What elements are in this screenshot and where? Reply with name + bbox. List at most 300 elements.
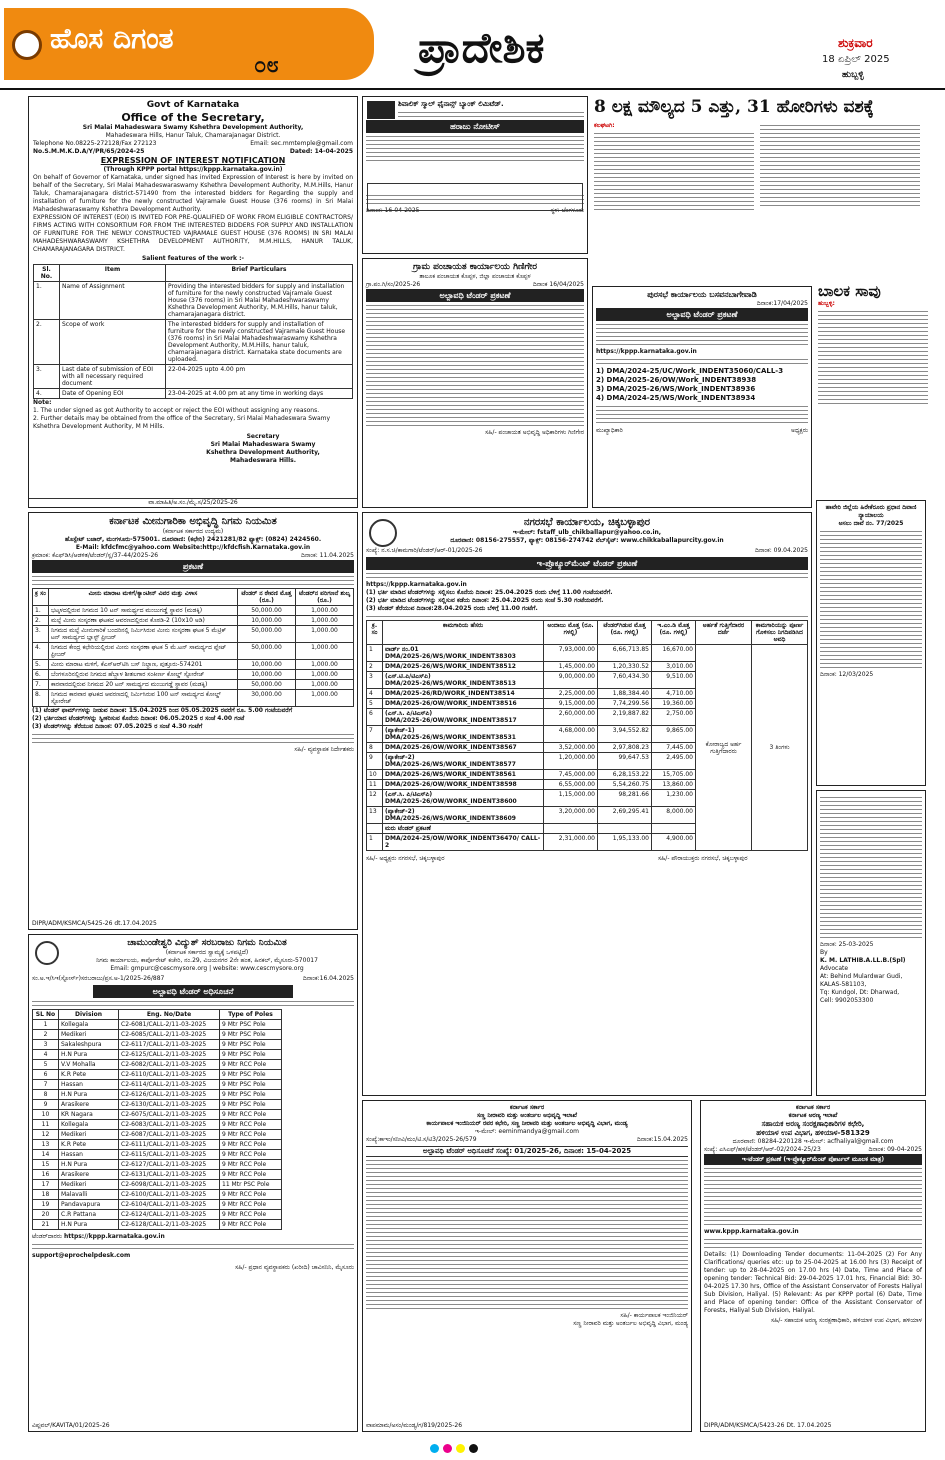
- ad1-para1: On behalf of Governor of Karnataka, under signed has invited Expression of Interest is here by invited on behalf of the Secretary, Sri Malai Mahadeswaraswamy Kshethra Development Authority, M.M.Hills, Hanur Taluk, Chamarajanagara district-571490 from the interested bidders for Regarding the supply and installation of furniture for the newly constructed Vajramale Guest House (376 rooms) in Sri Malai Mahadeshwaraswamy Kshethra Development Authority.: [33, 174, 353, 213]
- table-cell: 1,88,384.40: [598, 689, 652, 699]
- table-cell: 9,510.00: [652, 672, 696, 689]
- table-row: [33, 1140, 282, 1150]
- table-cell: C2-6111/CALL-2/11-03-2025: [119, 1140, 220, 1150]
- table-cell: 14: [33, 1150, 59, 1160]
- table-cell: Kollegala: [59, 1020, 119, 1030]
- ad1-signatory-line: Kshethra Development Authority,: [206, 449, 320, 456]
- table-cell: 5,54,260.75: [598, 780, 652, 790]
- ad5-heading: ಪ್ರಕಟಣೆ: [32, 560, 354, 573]
- table-cell: Malavalli: [59, 1190, 119, 1200]
- table-row: [33, 1160, 282, 1170]
- ad10-title: ಹಾವೇರಿ ಜಿಲ್ಲೆಯ ಹಿರೇಕೆರೂರು ಪ್ರಧಾನ ದಿವಾಣಿ ನ್ಯಾಯಾಲಯ: [825, 504, 917, 519]
- ad3-ref-no: ಗ್ರಾ.ಪಂ.ಗಿ/ಸಂ/2025-26: [366, 281, 421, 288]
- table-cell: 9 Mtr RCC Pole: [220, 1140, 282, 1150]
- table-cell: 4,68,000.00: [544, 726, 598, 743]
- fisheries-corp-ad: [28, 512, 358, 930]
- ad11-line: Advocate: [820, 965, 849, 972]
- ad9-heading: ಇ-ಟೆಂಡರ್ ಪ್ರಕಟಣೆ (ಇ-ಪ್ರೊಕ್ಯೂರ್‌ಮೆಂಟ್ ಪೋರ್ಟಲ್ ಮೂಲಕ ಮಾತ್ರ): [704, 1154, 922, 1165]
- table-cell: C2-6124/CALL-2/11-03-2025: [119, 1210, 220, 1220]
- table-cell: Pandavapura: [59, 1200, 119, 1210]
- table-cell: Name of Assignment: [60, 282, 166, 320]
- table-cell: 15,705.00: [652, 770, 696, 780]
- ad2-date: ದಿನಾಂಕ: 16-04-2025: [366, 207, 420, 214]
- ad6-url: https://kppp.karnataka.gov.in: [366, 581, 467, 588]
- table-cell: 6,28,153.22: [598, 770, 652, 780]
- table-row: [33, 690, 354, 707]
- table-cell: 1,20,330.52: [598, 662, 652, 672]
- table-cell: ಮಲ್ಪೆ ಮೀನು ಸಂಸ್ಕರಣಾ ಘಟಕದ ಆವರಣದಲ್ಲಿರುವ ಕೊಠಡಿ-2 (10x10 ಅಡಿ): [49, 616, 238, 626]
- table-cell: 22-04-2025 upto 4.00 pm: [166, 365, 353, 389]
- ad1-title: EXPRESSION OF INTEREST NOTIFICATION: [100, 156, 286, 165]
- table-cell: Sakaleshpura: [59, 1040, 119, 1050]
- ad9-dept: ಕರ್ನಾಟಕ ಅರಣ್ಯ ಇಲಾಖೆ: [788, 1112, 838, 1119]
- ad5-note1: (1) ಟೆಂಡರ್ ಫಾರ್ಮ್‌ಗಳನ್ನು ನೀಡುವ ದಿನಾಂಕ: 15.04.2025 ರಿಂದ 05.05.2025 ರವರೆಗೆ ರೂ. 5.00 ಗಂಟೆಯವರೆಗೆ: [32, 707, 293, 714]
- ad2-table: [367, 183, 583, 211]
- ad8-body: [366, 1160, 688, 1309]
- ad1-signatory-line: Sri Malai Mahadeswara Swamy: [210, 441, 316, 448]
- table-cell: 9 Mtr PSC Pole: [220, 1080, 282, 1090]
- bank-logo-icon: [367, 101, 395, 119]
- table-cell: 50,000.00: [238, 606, 296, 616]
- ad5-address: ಹೊಸ್ಪೇಟ್ ಬಜಾರ್, ಮಂಗಳೂರು-575001. ದೂರವಾಣಿ: (ಕಛೇರಿ) 2421281/82 ಫ್ಯಾಕ್ಸ್: (0824) 2424560.: [64, 536, 322, 543]
- table-cell: 4: [367, 689, 383, 699]
- table-header: Brief Particulars: [166, 265, 353, 282]
- table-cell: 16,670.00: [652, 645, 696, 662]
- table-cell: (ಪ್ಯಾಕೇಜ್-1) DMA/2025-26/WS/WORK_INDENT38531: [383, 726, 544, 743]
- ad7-address: ನಿಗಮ ಕಾರ್ಯಾಲಯ, ಕಾರ್ಪೊರೇಟ್ ಕಚೇರಿ, ನಂ.29, ವಿಜಯನಗರ 2ನೇ ಹಂತ, ಹಿನಕಲ್, ಮೈಸೂರು-570017: [96, 957, 318, 964]
- table-cell: 1: [367, 645, 383, 662]
- ad8-footer: ವಾಪಮಾಮ/ಅಸಂ/ಮಂಡ್ಯ/ಗ/819/2025-26: [366, 1422, 463, 1429]
- ad11-line: Tq: Kundgol, Dt: Dharwad,: [820, 989, 900, 996]
- table-cell: 6,55,000.00: [544, 780, 598, 790]
- table-cell: 2,97,808.23: [598, 743, 652, 753]
- table-cell: 23-04-2025 at 4.00 pm at any time in working days: [166, 389, 353, 399]
- table-cell: The interested bidders for supply and installation of furniture for the newly constructed Vajramale Guest House (376 rooms) in Sri Malai Mahadeshwaraswamy Kshethra Development Authority, M.M.Hills, hanur taluk, chamarajanagara district. Karnataka state documents are uploaded.: [166, 320, 353, 365]
- logo-emblem-icon: [12, 30, 42, 60]
- ad6-email: ಇ-ಮೇಲ್: fstaff_ulb_chikballapur@yahoo.co.in,: [512, 529, 662, 536]
- table-cell: 9 Mtr PSC Pole: [220, 1040, 282, 1050]
- ad7-signature: ಸಹಿ/- ಪ್ರಧಾನ ವ್ಯವಸ್ಥಾಪಕರು (ಖರೀದಿ) ಚಾವಿಸನಿನಿ, ಮೈಸೂರು: [235, 1264, 354, 1271]
- ad6-ref-no: ಸಂಖ್ಯೆ: ನ.ಸ.ಚಿ/ಕಾಮಗಾರಿ/ಟೆಂಡರ್/ಆರ್-01/2025-26: [366, 547, 483, 554]
- table-cell: Hassan: [59, 1080, 119, 1090]
- table-header: ಕಾಮಗಾರಿಯ ಹೆಸರು: [383, 621, 544, 645]
- table-cell: 6,66,713.85: [598, 645, 652, 662]
- table-cell: 3.: [34, 365, 60, 389]
- table-cell: 1: [33, 1020, 59, 1030]
- table-cell: ಭಟ್ಕಳದಲ್ಲಿರುವ ನಿಗಮದ 10 ಟನ್ ಸಾಮರ್ಥ್ಯದ ಮಂಜುಗಡ್ಡೆ ಸ್ಥಾವರ (ಮಡಕ್ಕಿ): [49, 606, 238, 616]
- table-cell: (ಎಸ್.ಸಿ. ಪಿ/ಟಿಎಸ್‌ಪಿ) DMA/2025-26/OW/WORK_INDENT38600: [383, 790, 544, 807]
- table-cell: 9 Mtr RCC Pole: [220, 1200, 282, 1210]
- table-cell: 12: [33, 1130, 59, 1140]
- ad3-signature: ಸಹಿ/- ಪಂಚಾಯತ ಅಭಿವೃದ್ಧಿ ಅಧಿಕಾರಿಗಳು ಗಿಣಿಗೇರ: [485, 429, 584, 436]
- table-cell: 19: [33, 1200, 59, 1210]
- table-cell: 3: [367, 672, 383, 689]
- table-cell: 1,000.00: [296, 680, 354, 690]
- table-cell: ನಿಗಮದ ಕಾರವಾರ ಘಟಕದ ಆವರಣದಲ್ಲಿ ನಿರ್ಮಿಸಿರುವ 100 ಟನ್ ಸಾಮರ್ಥ್ಯದ ಕೋಲ್ಡ್ ಸ್ಟೋರೇಜ್: [49, 690, 238, 707]
- table-cell: 2.: [33, 616, 49, 626]
- ad5-footer: DIPR/ADM/KSMCA/5425-26 dt.17.04.2025: [32, 920, 157, 927]
- news-story: [594, 96, 926, 280]
- ad9-body: [704, 1168, 922, 1225]
- table-row: [33, 1110, 282, 1120]
- table-cell: 9,00,000.00: [544, 672, 598, 689]
- ad1-note-label: Note:: [33, 399, 52, 406]
- table-row: [33, 1050, 282, 1060]
- ad8-dept: ಸಣ್ಣ ನೀರಾವರಿ ಮತ್ತು ಅಂತರ್ಜಲ ಅಭಿವೃದ್ಧಿ ಇಲಾಖೆ: [476, 1112, 578, 1119]
- table-cell: C2-6131/CALL-2/11-03-2025: [119, 1170, 220, 1180]
- table-cell: ನಿಗಮದ ಕೇಂದ್ರ ಕಛೇರಿಯಲ್ಲಿರುವ ಮೀನು ಸಂಸ್ಕರಣಾ ಘಟಕ 5 ಮೆ.ಟನ್ ಸಾಮರ್ಥ್ಯದ ಪ್ಲೇಟ್ ಫ್ರೀಜರ್: [49, 643, 238, 660]
- section-title: ಪ್ರಾದೇಶಿಕ: [418, 23, 545, 72]
- table-cell: C2-6104/CALL-2/11-03-2025: [119, 1200, 220, 1210]
- table-cell: 3.: [33, 626, 49, 643]
- ad8-govt: ಕರ್ನಾಟಕ ಸರ್ಕಾರ: [509, 1104, 545, 1111]
- table-cell: 19,360.00: [652, 699, 696, 709]
- ad6-title: ನಗರಸಭೆ ಕಾರ್ಯಾಲಯ, ಚಿಕ್ಕಬಳ್ಳಾಪುರ: [523, 517, 651, 528]
- table-cell: 1.: [34, 282, 60, 320]
- table-cell: 7: [367, 726, 383, 743]
- ad10-date: ದಿನಾಂಕ: 12/03/2025: [820, 671, 874, 678]
- table-cell: 8,000.00: [652, 807, 696, 824]
- ad4-url: https://kppp.karnataka.gov.in: [596, 348, 697, 355]
- table-row: [33, 1090, 282, 1100]
- ad7-date: ದಿನಾಂಕ:16.04.2025: [302, 975, 354, 982]
- table-header: ಕ್ರ. ಸಂ: [367, 621, 383, 645]
- ad6-heading: ಇ-ಪ್ರೊಕ್ಯೂರ್‌ಮೆಂಟ್ ಟೆಂಡರ್ ಪ್ರಕಟಣೆ: [366, 557, 808, 570]
- masthead-rule: [0, 88, 945, 90]
- table-header: ಟೆಂಡರ್‌ನ ಪರಿಗಣನೆ ಶುಲ್ಕ (ರೂ.): [296, 589, 354, 606]
- ad11-advocate-name: K. M. LATHIB.A.LL.B.(Spl): [820, 957, 906, 964]
- story2-text: [818, 311, 928, 404]
- ad6-phone: ದೂರವಾಣಿ: 08156-275557, ಫ್ಯಾಕ್ಸ್: 08156-274742 ವೆಬ್‌ಸೈಟ್: www.chikkaballapurcity.gov.in: [450, 537, 724, 544]
- ad1-subtitle: (Through KPPP portal https://kppp.karnataka.gov.in): [103, 166, 283, 173]
- ad4-item: 4) DMA/2024-25/WS/Work_INDENT38934: [596, 394, 756, 402]
- ad9-govt: ಕರ್ನಾಟಕ ಸರ್ಕಾರ: [795, 1104, 831, 1111]
- ad7-title: ಚಾಮುಂಡೇಶ್ವರಿ ವಿದ್ಯುತ್ ಸರಬರಾಜು ನಿಗಮ ನಿಯಮಿತ: [127, 938, 287, 948]
- ad3-date: ದಿನಾಂಕ 16/04/2025: [532, 281, 584, 288]
- table-cell: H.N Pura: [59, 1220, 119, 1230]
- table-cell: 2,19,887.82: [598, 709, 652, 726]
- table-row: [33, 643, 354, 660]
- ad6-date-line: (3) ಟೆಂಡರ್ ತೆರೆಯುವ ದಿನಾಂಕ:28.04.2025 ರಂದು ಬೆಳಿಗ್ಗೆ 11.00 ಗಂಟೆಗೆ.: [366, 605, 538, 612]
- table-cell: 9 Mtr RCC Pole: [220, 1160, 282, 1170]
- table-header: SL No: [33, 1010, 59, 1020]
- table-row: [33, 1190, 282, 1200]
- table-header: ಟೆಂಡರ್‌ಗಿಡುವ ಮೊತ್ತ (ರೂ. ಗಳಲ್ಲಿ): [598, 621, 652, 645]
- table-cell: Scope of work: [60, 320, 166, 365]
- table-row: [33, 1100, 282, 1110]
- table-cell: DMA/2025-26/OW/WORK_INDENT38598: [383, 780, 544, 790]
- table-cell: 98,281.66: [598, 790, 652, 807]
- cesc-logo-icon: [35, 941, 59, 965]
- ad9-footer: DIPR/ADM/KSMCA/5423-26 Dt. 17.04.2025: [704, 1422, 832, 1429]
- table-row: [33, 1170, 282, 1180]
- table-cell: 7.: [33, 680, 49, 690]
- table-cell: K.R Pete: [59, 1070, 119, 1080]
- table-cell: 50,000.00: [238, 680, 296, 690]
- table-cell: 7,60,434.30: [598, 672, 652, 689]
- logo-text: ಹೊಸ ದಿಗಂತ: [50, 22, 174, 55]
- advocate-notice-ad: [816, 790, 926, 1096]
- ad2-title: ಹರಾಜು ನೋಟೀಸ್: [366, 120, 584, 133]
- table-cell: 3,010.00: [652, 662, 696, 672]
- ad4-heading: ಅಲ್ಪಾವಧಿ ಟೆಂಡರ್ ಪ್ರಕಟಣೆ: [596, 308, 808, 321]
- table-cell: C2-6098/CALL-2/11-03-2025: [119, 1180, 220, 1190]
- ad8-heading: ಅಲ್ಪಾವಧಿ ಟೆಂಡರ್ ಅಧಿಸೂಚನೆ ಸಂಖ್ಯೆ: 01/2025-26, ದಿನಾಂಕ: 15-04-2025: [366, 1146, 688, 1157]
- table-cell: Providing the interested bidders for supply and installation of furniture for the newly constructed Vajramale Guest House (376 rooms) in Sri Malai Mahadeshwaraswamy Kshethra Development Authority, M.M.Hills, hanur taluk, chamarajanagara district.: [166, 282, 353, 320]
- ad6-table: [366, 620, 808, 851]
- table-cell: 10,000.00: [238, 670, 296, 680]
- ad11-line: Cell: 9902053300: [820, 997, 874, 1004]
- ad1-features-heading: Salient features of the work :-: [141, 255, 245, 262]
- ad9-phone: ದೂರವಾಣಿ: 08284-220128 ಇ-ಮೇಲ್: acfhaliyal@gmail.com: [732, 1138, 894, 1145]
- table-cell: K.R Pete: [59, 1140, 119, 1150]
- table-cell: 3,94,552.82: [598, 726, 652, 743]
- table-cell: 9 Mtr PSC Pole: [220, 1050, 282, 1060]
- table-cell: 9 Mtr RCC Pole: [220, 1060, 282, 1070]
- table-cell: C2-6110/CALL-2/11-03-2025: [119, 1070, 220, 1080]
- ad9-details: Details: (1) Downloading Tender documents: 11-04-2025 (2) For Any Clarifications/ queries etc: up to 25-04-2025 at 16.00 hrs (3) Receipt of tender: up to 28-04-2025 on 17.00 hrs (4) Date, Time and Place of opening tender: Technical Bid: 29-04-2025 17.01 hrs, Financial Bid: 30-04-2025 17.30 hrs, Office of the Assistant Conservator of Forests Haliyal Sub Division, Haliyal. (5) Relevant: As per KPPP portal (6) Date, Time and Place of opening tender: Office of the Assistant Conservator of Forests, Haliyal Sub Division, Haliyal.: [704, 1251, 922, 1314]
- story-text: [594, 133, 754, 210]
- table-cell: 13,860.00: [652, 780, 696, 790]
- ad8-office: ಕಾರ್ಯಪಾಲಕ ಇಂಜಿನಿಯರ್ ರವರ ಕಛೇರಿ, ಸಣ್ಣ ನೀರಾವರಿ ಮತ್ತು ಅಂತರ್ಜಲ ಅಭಿವೃದ್ಧಿ ವಿಭಾಗ, ಮಂಡ್ಯ: [426, 1120, 628, 1127]
- story-text-col2: [760, 125, 920, 206]
- table-cell: 9 Mtr RCC Pole: [220, 1120, 282, 1130]
- table-row: [33, 1220, 282, 1230]
- table-row: [33, 1070, 282, 1080]
- table-cell: ಕೋರಾಜ್ಯದ ಅರ್ಹ ಗುತ್ತಿಗೆದಾರರು: [696, 645, 752, 851]
- table-cell: 1,20,000.00: [544, 753, 598, 770]
- table-cell: C2-6128/CALL-2/11-03-2025: [119, 1220, 220, 1230]
- ad8-signature-office: ಸಣ್ಣ ನೀರಾವರಿ ಮತ್ತು ಅಂತರ್ಜಲ ಅಭಿವೃದ್ಧಿ ವಿಭಾಗ, ಮಂಡ್ಯ: [573, 1320, 688, 1327]
- table-row: [33, 680, 354, 690]
- ad1-telephone: Telephone No.08225-272128/Fax 272123: [33, 140, 157, 147]
- table-cell: [367, 824, 383, 834]
- table-cell: 1,000.00: [296, 606, 354, 616]
- table-header: ಇ.ಎಂ.ಡಿ ಮೊತ್ತ (ರೂ. ಗಳಲ್ಲಿ): [652, 621, 696, 645]
- logo-banner: [4, 8, 374, 80]
- table-cell: ಕಾರವಾರದಲ್ಲಿರುವ ನಿಗಮದ 20 ಟನ್ ಸಾಮರ್ಥ್ಯದ ಮಂಜುಗಡ್ಡೆ ಸ್ಥಾವರ (ಮಡಕ್ಕಿ): [49, 680, 238, 690]
- ad8-signature: ಸಹಿ/- ಕಾರ್ಯಪಾಲಕ ಇಂಜಿನಿಯರ್: [620, 1312, 688, 1319]
- table-cell: Arasikere: [59, 1170, 119, 1180]
- table-cell: 50,000.00: [238, 643, 296, 660]
- table-row: [367, 645, 808, 662]
- ad10-body: [820, 531, 922, 668]
- table-cell: 7,74,299.56: [598, 699, 652, 709]
- table-cell: KR Nagara: [59, 1110, 119, 1120]
- ad6-date-line: (1) ಭರ್ತಿ ಮಾಡಿದ ಟೆಂಡರ್‌ಗಳನ್ನು ಸಲ್ಲಿಸಲು ಕೊನೆಯ ದಿನಾಂಕ: 25.04.2025 ರಂದು ಬೆಳಿಗ್ಗೆ 11.00 ಗಂಟೆಯವರೆಗೆ.: [366, 589, 613, 596]
- table-cell: 6: [33, 1070, 59, 1080]
- table-row: [34, 282, 353, 320]
- table-cell: 1,000.00: [296, 616, 354, 626]
- table-cell: 3 ತಿಂಗಳು: [752, 645, 808, 851]
- table-row: [33, 1150, 282, 1160]
- table-cell: 5.: [33, 660, 49, 670]
- court-notice-ad: [816, 500, 926, 786]
- ad9-ref-no: ಸಂಖ್ಯೆ: ಎಸಿಎಫ್/ಹಳಿ/ಟೆಂಡರ್/ಆರ್-02/2024-25/23: [704, 1146, 821, 1153]
- table-cell: 9 Mtr PSC Pole: [220, 1020, 282, 1030]
- table-cell: Last date of submission of EOI with all necessary required document: [60, 365, 166, 389]
- table-cell: 1,15,000.00: [544, 790, 598, 807]
- table-cell: 10,000.00: [238, 660, 296, 670]
- table-cell: Medikeri: [59, 1180, 119, 1190]
- table-cell: 2,60,000.00: [544, 709, 598, 726]
- table-cell: DMA/2025-26/RD/WORK_INDENT38514: [383, 689, 544, 699]
- table-row: [33, 1080, 282, 1090]
- ad4-signatory-1: ಮುಖ್ಯಾಧಿಕಾರಿ: [596, 427, 623, 434]
- ad5-subtitle: (ಕರ್ನಾಟಕ ಸರ್ಕಾರದ ಉದ್ಯಮ): [162, 528, 224, 535]
- issue-city: ಹುಬ್ಬಳ್ಳಿ: [842, 70, 864, 80]
- ad3-title: ಗ್ರಾಮ ಪಂಚಾಯತ ಕಾರ್ಯಾಲಯ ಗಿಣಿಗೇರ: [413, 262, 537, 272]
- ad3-heading: ಅಲ್ಪಾವಧಿ ಟೆಂಡರ್ ಪ್ರಕಟಣೆ: [366, 289, 584, 302]
- table-cell: 13: [367, 807, 383, 824]
- table-cell: ಬೆಂಗಳೂರಿನಲ್ಲಿರುವ ನಿಗಮದ ಹೆಬ್ಬಾಳ ಶೀತಲಗಾರ ಸಂಕೀರ್ಣ ಕೋಲ್ಡ್ ಸ್ಟೋರೇಜ್: [49, 670, 238, 680]
- table-cell: 1,000.00: [296, 626, 354, 643]
- table-cell: 9: [33, 1100, 59, 1110]
- table-cell: 3,52,000.00: [544, 743, 598, 753]
- table-cell: 6.: [33, 670, 49, 680]
- table-cell: 11: [33, 1120, 59, 1130]
- table-cell: 15: [33, 1160, 59, 1170]
- table-cell: 4,710.00: [652, 689, 696, 699]
- story-dateline: ಕಲಘಟಗಿ:: [594, 122, 615, 129]
- table-cell: 8.: [33, 690, 49, 707]
- table-cell: 4.: [34, 389, 60, 399]
- table-header: ಅರ್ಹತೆ ಗುತ್ತಿಗೆದಾರರ ದರ್ಜೆ: [696, 621, 752, 645]
- table-cell: 9,865.00: [652, 726, 696, 743]
- ad10-case-no: ಅಸಲು ದಾವೆ ನಂ. 77/2025: [838, 520, 904, 527]
- ad4-title: ಪುರಸಭೆ ಕಾರ್ಯಾಲಯ ಬಸವನಬಾಗೇವಾಡಿ: [647, 290, 757, 299]
- table-cell: 2,495.00: [652, 753, 696, 770]
- ad7-table: [32, 1009, 282, 1230]
- table-cell: 9: [367, 753, 383, 770]
- table-row: [33, 1030, 282, 1040]
- table-cell: 2.: [34, 320, 60, 365]
- table-cell: H.N Pura: [59, 1160, 119, 1170]
- table-header: Type of Poles: [220, 1010, 282, 1020]
- ad8-ref-no: ಸಂಖ್ಯೆ:ಕಾಇಂ/ಸನೀವಿ/ಮಂ/ಟಿ.ಸ/ಟಿ3/2025-26/579: [366, 1136, 477, 1143]
- ad9-division: ಹಳಿಯಾಳ ಉಪ ವಿಭಾಗ, ಹಳಿಯಾಳ-581329: [756, 1129, 870, 1137]
- ad4-item: 2) DMA/2025-26/OW/Work_INDENT38938: [596, 376, 757, 384]
- table-cell: 1,000.00: [296, 690, 354, 707]
- news-story-2: [818, 282, 928, 482]
- table-cell: Hassan: [59, 1150, 119, 1160]
- ad1-govt: Govt of Karnataka: [146, 100, 240, 110]
- table-row: [33, 1180, 282, 1190]
- story-headline: 8 ಲಕ್ಷ ಮೌಲ್ಯದ 5 ಎತ್ತು, 31 ಹೋರಿಗಳು ವಶಕ್ಕೆ: [594, 97, 874, 117]
- table-cell: 9 Mtr PSC Pole: [220, 1070, 282, 1080]
- table-cell: 9 Mtr RCC Pole: [220, 1170, 282, 1180]
- ad11-line: At: Behind Mulardwar Gudi,: [820, 973, 903, 980]
- table-row: [33, 670, 354, 680]
- table-cell: 2: [33, 1030, 59, 1040]
- table-header: ಕಾಮಗಾರಿಯನ್ನು ಪೂರ್ಣ ಗೊಳಿಸಲು ನಿಗದಿಪಡಿಸಿದ ಅವಧಿ: [752, 621, 808, 645]
- table-cell: Kollegala: [59, 1120, 119, 1130]
- ad5-table: [32, 588, 354, 707]
- ad8-date: ದಿನಾಂಕ:15.04.2025: [636, 1136, 688, 1143]
- ad1-email: Email: sec.mmtemple@gmail.com: [250, 140, 353, 147]
- table-cell: 1,230.00: [652, 790, 696, 807]
- table-cell: C.R Pattana: [59, 1210, 119, 1220]
- table-cell: 5: [33, 1060, 59, 1070]
- ad2-bank-name: ಶಿವಾಲಿಕ್ ಸ್ಮಾಲ್ ಫೈನಾನ್ಸ್ ಬ್ಯಾಂಕ್ ಲಿಮಿಟೆಡ್.: [398, 100, 504, 108]
- ad9-signature: ಸಹಿ/- ಸಹಾಯಕ ಅರಣ್ಯ ಸಂರಕ್ಷಣಾಧಿಕಾರಿ, ಹಳಿಯಾಳ ಉಪ ವಿಭಾಗ, ಹಳಿಯಾಳ: [770, 1317, 922, 1324]
- table-cell: C2-6125/CALL-2/11-03-2025: [119, 1050, 220, 1060]
- table-row: [33, 1200, 282, 1210]
- ad1-authority: Sri Malai Mahadeswara Swamy Kshethra Development Authority,: [82, 124, 304, 131]
- table-cell: 13: [33, 1140, 59, 1150]
- ad4-signatory-2: ಅಧ್ಯಕ್ಷರು: [791, 427, 808, 434]
- ad1-office: Office of the Secretary,: [121, 111, 265, 124]
- table-cell: 3: [33, 1040, 59, 1050]
- page-number: ೦೮: [254, 53, 279, 78]
- table-cell: C2-6085/CALL-2/11-03-2025: [119, 1030, 220, 1040]
- ad11-body: [820, 797, 922, 938]
- table-cell: [598, 824, 652, 834]
- table-cell: 2,69,295.41: [598, 807, 652, 824]
- ad6-date-line: (2) ಭರ್ತಿ ಮಾಡಿದ ಟೆಂಡರ್‌ಗಳನ್ನು ಸಲ್ಲಿಸುವ ಕಡೆಯ ದಿನಾಂಕ: 25.04.2025 ರಂದು ಸಂಜೆ 5.30 ಗಂಟೆಯವರೆಗೆ.: [366, 597, 604, 604]
- table-cell: (ಪ್ಯಾಕೇಜ್-2) DMA/2025-26/WS/WORK_INDENT38609: [383, 807, 544, 824]
- table-header: ಟೆಂಡರ್ ನ ಠೇವಣಿ ಮೊತ್ತ (ರೂ.): [238, 589, 296, 606]
- table-cell: (ಎಸ್.ಸಿ. ಪಿ/ಟಿಎಸ್‌ಪಿ) DMA/2025-26/OW/WORK_INDENT38517: [383, 709, 544, 726]
- table-cell: 12: [367, 790, 383, 807]
- table-cell: C2-6087/CALL-2/11-03-2025: [119, 1130, 220, 1140]
- table-cell: 9 Mtr RCC Pole: [220, 1130, 282, 1140]
- table-cell: 1,000.00: [296, 643, 354, 660]
- minor-irrigation-ad: [362, 1100, 692, 1432]
- table-cell: 5: [367, 699, 383, 709]
- table-cell: 21: [33, 1220, 59, 1230]
- table-cell: 4: [33, 1050, 59, 1060]
- table-cell: 2,750.00: [652, 709, 696, 726]
- table-cell: (ಪ್ಯಾಕೇಜ್-2) DMA/2025-26/WS/WORK_INDENT38577: [383, 753, 544, 770]
- table-cell: Medikeri: [59, 1130, 119, 1140]
- city-municipal-council-ad: [362, 512, 812, 1096]
- table-cell: 18: [33, 1190, 59, 1200]
- table-cell: 20: [33, 1210, 59, 1220]
- ad2-place: ಸ್ಥಳ: ಬೆಂಗಳೂರು: [550, 207, 584, 214]
- ad4-item: 1) DMA/2024-25/UC/Work_INDENT35060/CALL-3: [596, 367, 784, 375]
- table-cell: 99,647.53: [598, 753, 652, 770]
- table-cell: C2-6115/CALL-2/11-03-2025: [119, 1150, 220, 1160]
- table-cell: 50,000.00: [238, 626, 296, 643]
- cesc-tender-ad: ಚಾಮುಂಡೇಶ್ವರಿ ವಿದ್ಯುತ್ ಸರಬರಾಜು ನಿಗಮ ನಿಯಮಿತ (ಕರ್ನಾಟಕ ಸರ್ಕಾರದ ಸ್ವಾಮ್ಯಕ್ಕೆ ಒಳಪಟ್ಟಿದೆ) ನಿಗಮ ಕಾರ್ಯಾಲಯ, ಕಾರ್ಪೊರೇಟ್ ಕಚೇರಿ, ನಂ.29, ವಿಜಯನಗರ 2ನೇ ಹಂತ, ಹಿನಕಲ್, ಮೈಸೂರು-570017 Email: gmpurc@cescmysore.org | website: www.cescmysore.org ಸಂ.ಅ.ಇ/ಸಿಇ(ಸ್ಟೋರ್ಸ್)ಸರಬರಾಜು/ಪ್ರಸ.ಅ-1/2025-26/887 ದಿನಾಂಕ:16.04.2025 ಅಲ್ಪಾವಧಿ ಟೆಂಡರ್ ಅಧಿಸೂಚನೆ SL No Division Eng. No/Date Type of Poles 1 Kollegala C2-6081/CALL-2/11-03-2025 9 Mtr PSC Pole 2 Medikeri C2-6085/CALL-2/11-03-2025 9 Mtr PSC Pole 3 Sakaleshpura C2-6117/CALL-2/11-03-2025 9 Mtr PSC Pole 4 H.N Pura C2-6125/CALL-2/11-03-2025 9 Mtr PSC Pole 5 V.V Mohalla C2-6082/CALL-2/11-03-2025 9 Mtr RCC Pole 6 K.R Pete C2-6110/CALL-2/11-03-2025 9 Mtr PSC Pole 7 Hassan C2-6114/CALL-2/11-03-2025 9 Mtr PSC Pole 8 H.N Pura C2-6126/CALL-2/11-03-2025 9 Mtr PSC Pole 9 Arasikere C2-6130/CALL-2/11-03-2025 9 Mtr PSC Pole 10 KR Nagara C2-6075/CALL-2/11-03-2025 9 Mtr RCC Pole 11 Kollegala C2-6083/CALL-2/11-03-2025 9 Mtr RCC Pole 12 Medikeri C2-6087/CALL-2/11-03-2025 9 Mtr RCC Pole 13 K.R Pete C2-6111/CALL-2/11-03-2025 9 Mtr RCC Pole 14 Hassan C2-6115/CALL-2/11-03-2025 9 Mtr RCC Pole 15 H.N Pura C2-6127/CALL-2/11-03-2025 9 Mtr RCC Pole 16 Arasikere C2-6131/CALL-2/11-03-2025 9 Mtr RCC Pole 17 Medikeri C2-6098/CALL-2/11-03-2025 11 Mtr PSC Pole 18 Malavalli C2-6100/CALL-2/11-03-2025 9 Mtr RCC Pole 19 Pandavapura C2-6104/CALL-2/11-03-2025 9 Mtr RCC Pole 20 C.R Pattana C2-6124/CALL-2/11-03-2025 9 Mtr RCC Pole 21 H.N Pura C2-6128/CALL-2/11-03-2025 9 Mtr RCC Pole ಟೆಂಡರ್‌ದಾರರು https://kppp.karnataka.gov.in support@eprochelpdesk.com ಸಹಿ/- ಪ್ರಧಾನ ವ್ಯವಸ್ಥಾಪಕರು (ಖರೀದಿ) ಚಾವಿಸನಿನಿ, ಮೈಸೂರು ವಿಪ್ಲವಲ್/KAVITA/01/2025-26: [28, 934, 358, 1432]
- ad3-subtitle: ತಾಲೂಕ ಪಂಚಾಯತ ಕೊಪ್ಪಳ, ಜಿಲ್ಲಾ ಪಂಚಾಯತ ಕೊಪ್ಪಳ: [419, 273, 531, 280]
- table-cell: 3,20,000.00: [544, 807, 598, 824]
- ad1-dated: Dated: 14-04-2025: [289, 148, 353, 155]
- table-cell: 10,000.00: [238, 616, 296, 626]
- table-cell: 11: [367, 780, 383, 790]
- table-cell: C2-6114/CALL-2/11-03-2025: [119, 1080, 220, 1090]
- table-cell: C2-6130/CALL-2/11-03-2025: [119, 1100, 220, 1110]
- table-cell: 1,000.00: [296, 670, 354, 680]
- ad5-signature: ಸಹಿ/- ವ್ಯವಸ್ಥಾಪಕ ನಿರ್ದೇಶಕರು: [294, 746, 354, 753]
- table-cell: 9 Mtr RCC Pole: [220, 1210, 282, 1220]
- ad1-signatory: Secretary: [246, 433, 280, 440]
- table-cell: 7,45,000.00: [544, 770, 598, 780]
- municipal-seal-icon: [369, 519, 397, 547]
- table-cell: 2,25,000.00: [544, 689, 598, 699]
- ad6-date: ದಿನಾಂಕ: 09.04.2025: [755, 547, 808, 554]
- ad7-footer: ವಿಪ್ಲವಲ್/KAVITA/01/2025-26: [32, 1422, 110, 1429]
- table-row: [34, 389, 353, 399]
- ad9-url: www.kppp.karnataka.gov.in: [704, 1228, 799, 1235]
- table-cell: 2,31,000.00: [544, 834, 598, 851]
- table-cell: 10: [33, 1110, 59, 1120]
- gram-panchayat-ad: [362, 258, 588, 508]
- table-header: Eng. No/Date: [119, 1010, 220, 1020]
- masthead: [0, 0, 945, 92]
- ad11-by: By: [820, 949, 828, 956]
